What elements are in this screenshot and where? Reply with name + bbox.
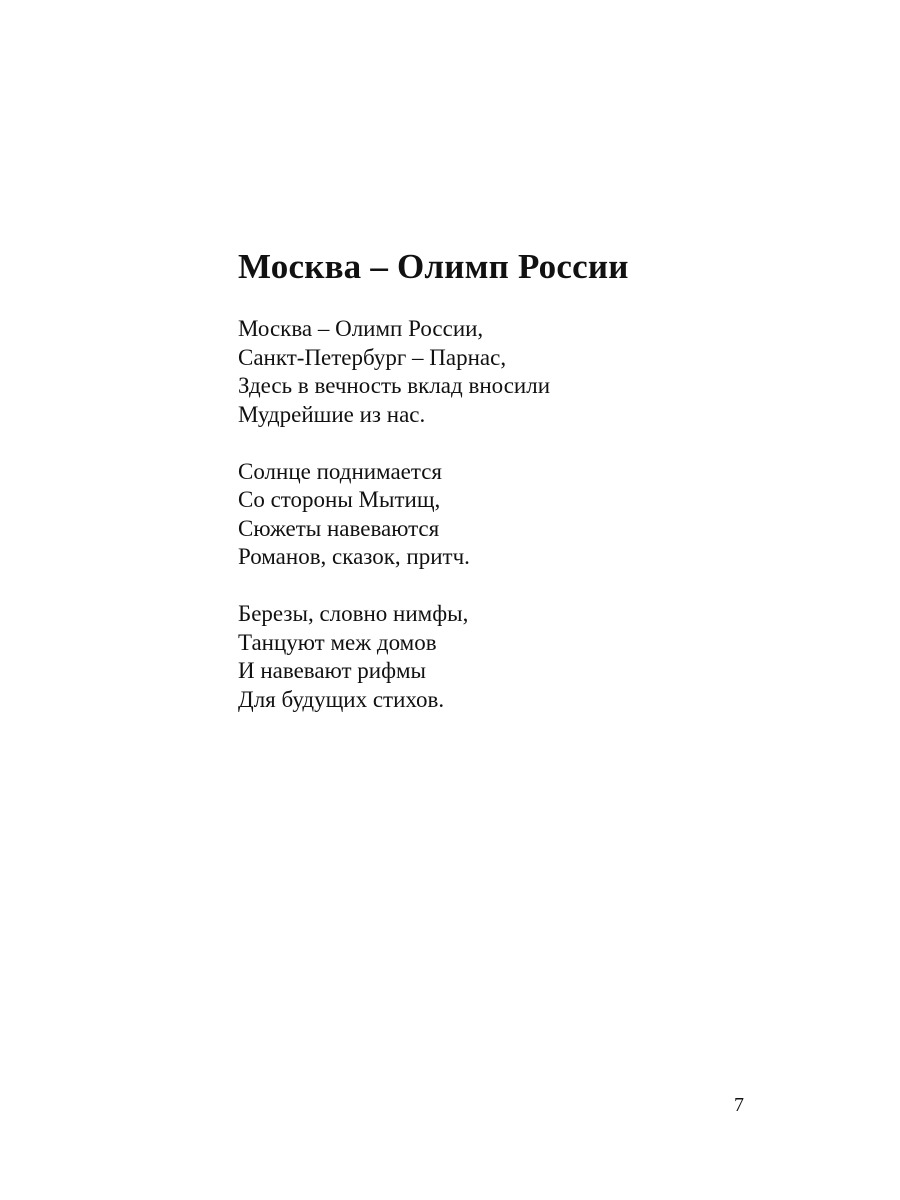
poem-line: Мудрейшие из нас. [238, 401, 426, 427]
poem-line: Со стороны Мытищ, [238, 487, 441, 512]
poem-line: Романов, сказок, притч. [238, 544, 470, 569]
poem-line: И навевают рифмы [238, 658, 426, 683]
poem-line: Сюжеты навеваются [238, 515, 440, 541]
poem-line: Березы, словно нимфы, [238, 601, 469, 626]
page-number: 7 [734, 1094, 744, 1116]
poem [238, 244, 798, 714]
poem-line: Санкт-Петербург – Парнас, [238, 344, 507, 370]
poem-line: Москва – Олимп России, [238, 316, 484, 341]
poem-line: Для будущих стихов. [238, 686, 445, 712]
poem-line: Здесь в вечность вклад вносили [238, 373, 551, 398]
poem-line: Солнце поднимается [238, 458, 442, 484]
stanza [238, 458, 798, 572]
stanza [238, 315, 798, 429]
stanza [238, 600, 798, 714]
poem-title: Москва – Олимп России [238, 247, 629, 286]
poem-line: Танцуют меж домов [238, 629, 437, 655]
